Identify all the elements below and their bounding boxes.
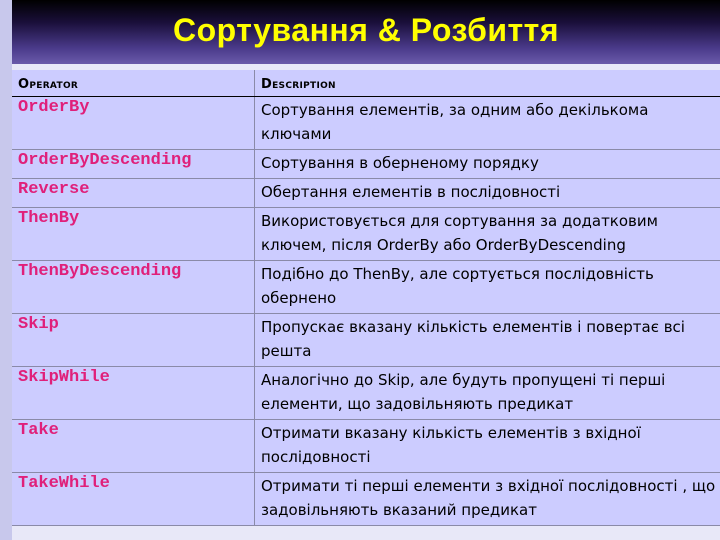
table-row [12, 420, 720, 473]
operator-column-header: OPERATOR [12, 70, 255, 97]
description-cell: Аналогічно до Skip, але будуть пропущені ті перші елементи, що задовільняють предикат [255, 367, 720, 420]
description-column-header: DESCRIPTION [255, 70, 720, 97]
description-cell: Пропускає вказану кількість елементів і повертає всі решта [255, 314, 720, 367]
operator-cell: OrderByDescending [12, 150, 255, 179]
operator-cell: TakeWhile [12, 473, 255, 526]
table-row [12, 261, 720, 314]
table-row [12, 314, 720, 367]
table-row [12, 179, 720, 208]
description-cell: Сортування в оберненому порядку [255, 150, 720, 179]
description-cell: Отримати вказану кількість елементів з вхідної послідовності [255, 420, 720, 473]
operator-cell: Reverse [12, 179, 255, 208]
table-row [12, 97, 720, 150]
table-row [12, 150, 720, 179]
table-header-row [12, 70, 720, 97]
description-cell: Подібно до ThenBy, але сортується послідовність обернено [255, 261, 720, 314]
description-cell: Обертання елементів в послідовності [255, 179, 720, 208]
description-cell: Сортування елементів, за одним або декількома ключами [255, 97, 720, 150]
slide-left-edge [0, 0, 12, 540]
description-cell: Використовується для сортування за додатковим ключем, після OrderBy або OrderByDescending [255, 208, 720, 261]
operators-table [12, 70, 720, 526]
slide-title: Сортування & Розбиття [172, 12, 560, 48]
title-bar [12, 0, 720, 64]
operator-cell: SkipWhile [12, 367, 255, 420]
description-cell: Отримати ті перші елементи з вхідної послідовності , що задовільняють вказаний предикат [255, 473, 720, 526]
operator-cell: OrderBy [12, 97, 255, 150]
operator-cell: Take [12, 420, 255, 473]
operator-cell: Skip [12, 314, 255, 367]
operator-cell: ThenBy [12, 208, 255, 261]
operator-cell: ThenByDescending [12, 261, 255, 314]
table-row [12, 367, 720, 420]
table-row [12, 473, 720, 526]
table-row [12, 208, 720, 261]
